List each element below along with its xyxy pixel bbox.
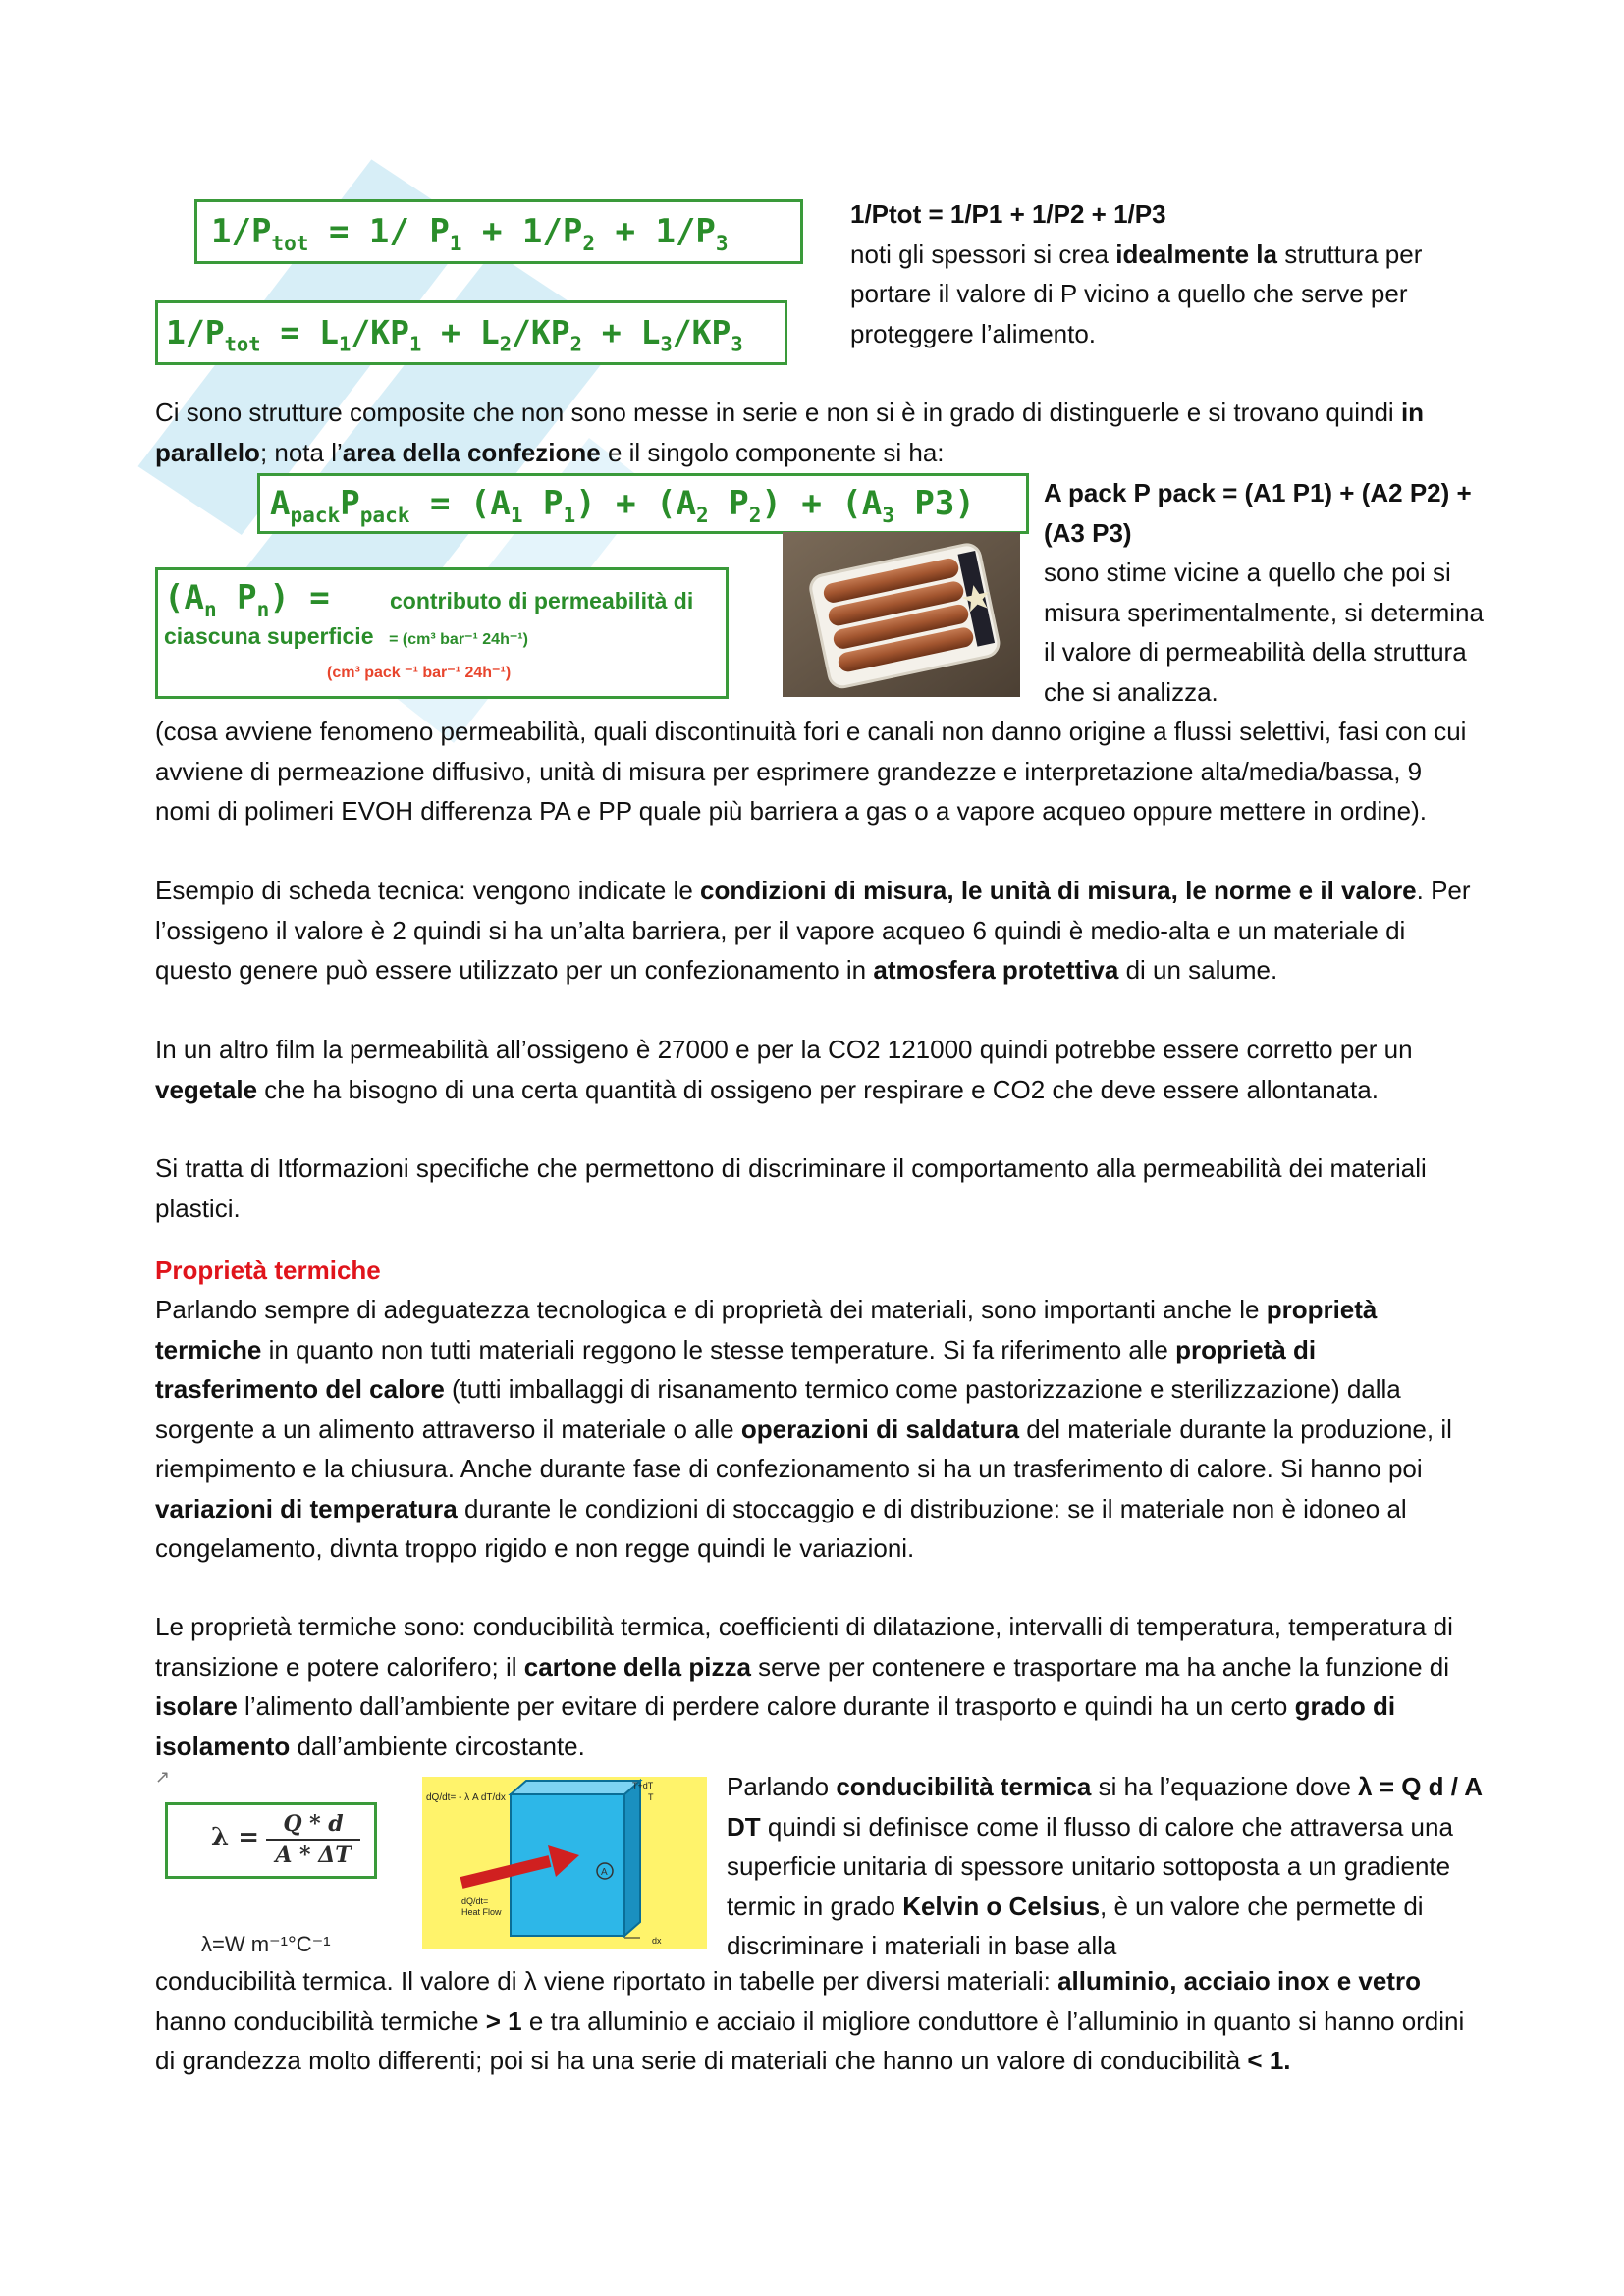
paragraph-parallel: Ci sono strutture composite che non sono messe in serie e non si è in grado di distinguerle e si trovano quindi in parallelo; nota l’area della confezione e il singolo componente si ha: (155, 398, 1425, 467)
formula-text: P (340, 484, 360, 523)
side-note-title: A pack P pack = (A1 P1) + (A2 P2) + (A3 P3) (1044, 478, 1472, 548)
formula-sub: 3 (715, 230, 729, 255)
paragraph-conductivity-values: conducibilità termica. Il valore di λ viene riportato in tabelle per diversi materiali: alluminio, acciaio inox e vetro hanno conducibilità termiche > 1 e tra alluminio e acciaio il migliore conduttore è l’alluminio in quanto si hanno ordini di grandezza molto differenti; poi si ha una serie di materiali che hanno un valore di conducibilità < 1. (155, 1966, 1465, 2075)
formula-sub: 2 (748, 502, 762, 527)
formula-text: + L (581, 313, 661, 351)
formula-parallel-box (257, 473, 1029, 534)
formula-text: + L (421, 313, 500, 351)
formula-text: ) + (A (575, 484, 697, 523)
heat-eq-label: dQ/dt= - λ A dT/dx (426, 1792, 506, 1803)
formula-text: (A (164, 578, 204, 617)
formula-text: ) = (269, 578, 330, 617)
formula-text: = 1/ P (308, 212, 450, 251)
formula-text: P (522, 484, 564, 523)
formula-series-box (194, 199, 803, 264)
formula-thickness-box (155, 300, 787, 365)
formula-sub: 2 (499, 332, 513, 356)
paragraph-other-film: In un altro film la permeabilità all’ossigeno è 27000 e per la CO2 121000 quindi potrebbe essere corretto per un vegetale che ha bisogno di una certa quantità di ossigeno per respirare e CO2 che deve essere allontanata. (155, 1035, 1413, 1104)
formula-sub: 1 (563, 502, 576, 527)
formula-sub: 1 (510, 502, 523, 527)
side-note-body: sono stime vicine a quello che poi si misura sperimentalmente, si determina il valore di permeabilità della struttura che si analizza. (1044, 558, 1484, 707)
formula-text: /KP (672, 313, 731, 351)
section-heading: Proprietà termiche (155, 1255, 381, 1285)
formula-sub: tot (224, 332, 261, 356)
cursor-mark-icon: ↗ (155, 1767, 171, 1787)
formula-text: 1/P (211, 212, 272, 251)
formula-sub: pack (359, 502, 410, 527)
formula-sub: 3 (731, 332, 743, 356)
side-note-title: 1/Ptot = 1/P1 + 1/P2 + 1/P3 (850, 199, 1166, 229)
formula-text: + 1/P (595, 212, 716, 251)
formula-sub: n (256, 596, 270, 621)
formula-text: = (A (409, 484, 511, 523)
formula-label: ciascuna superficie (164, 623, 374, 649)
formula-text: /KP (512, 313, 570, 351)
paragraph-conductivity: Parlando conducibilità termica si ha l’equazione dove λ = Q d / A DT quindi si definisce come il flusso di calore che attraversa una superficie unitaria di spessore unitario sottoposta a un gradiente termic in grado Kelvin o Celsius, è un valore che permette di discriminare i materiali in base alla (727, 1772, 1483, 1960)
lambda-numerator: Q * d (283, 1811, 344, 1837)
sausage-package-photo (783, 532, 1020, 697)
area-label: A (601, 1867, 608, 1878)
formula-text: ) + (A (761, 484, 883, 523)
lambda-lhs: λ = (211, 1823, 260, 1852)
lambda-formula-box (165, 1802, 377, 1879)
formula-contribution-box (155, 567, 729, 699)
formula-sub: 1 (339, 332, 352, 356)
dx-label: dx (652, 1936, 662, 1946)
heat-flow-eq-label: dQ/dt= (461, 1896, 489, 1906)
paragraph-thermal-intro: Parlando sempre di adeguatezza tecnologica e di proprietà dei materiali, sono importanti anche le proprietà termiche in quanto non tutti materiali reggono le stesse temperature. Si fa riferimento alle proprietà di trasferimento del calore (tutti imballaggi di risanamento termico come pastorizzazione e sterilizzazione) dalla sorgente a un alimento attraverso il materiale o alle operazioni di saldatura del materiale durante la produzione, il riempimento e la chiusura. Anche durante fase di confezionamento si ha un trasferimento di calore. Si hanno poi variazioni di temperatura durante le condizioni di stoccaggio e di distribuzione: se il materiale non è idoneo al congelamento, divnta troppo rigido e non regge quindi le variazioni. (155, 1295, 1452, 1563)
formula-sub: 1 (408, 332, 422, 356)
formula-sub: 2 (569, 332, 582, 356)
formula-text: /KP (351, 313, 409, 351)
side-note-body: noti gli spessori si crea idealmente la struttura per portare il valore di P vicino a quello che serve per proteggere l’alimento. (850, 239, 1423, 348)
side-note-parallel (1044, 473, 1495, 712)
formula-label: contributo di permeabilità di (390, 588, 694, 614)
formula-sub: 2 (582, 230, 596, 255)
formula-unit-red: (cm³ pack ⁻¹ bar⁻¹ 24h⁻¹) (327, 665, 512, 681)
formula-text: = L (260, 313, 340, 351)
paragraph-thermal-properties: Le proprietà termiche sono: conducibilità termica, coefficienti di dilatazione, intervalli di temperatura, temperatura di transizione e potere calorifero; il cartone della pizza serve per contenere e trasportare ma ha anche la funzione di isolare l’alimento dall’ambiente per evitare di perdere calore durante il trasporto e quindi ha un certo grado di isolamento dall’ambiente circostante. (155, 1612, 1453, 1761)
formula-text: + 1/P (461, 212, 583, 251)
formula-text: 1/P (166, 313, 225, 351)
heat-flow-label: Heat Flow (461, 1907, 502, 1917)
lambda-unit: λ=W m⁻¹°C⁻¹ (201, 1932, 331, 1956)
paragraph-technical-sheet: Esempio di scheda tecnica: vengono indicate le condizioni di misura, le unità di misura, le norme e il valore. Per l’ossigeno il valore è 2 quindi si ha un’alta barriera, per il vapore acqueo 6 quindi è medio-alta e un materiale di questo genere può essere utilizzato per un confezionamento in atmosfera protettiva di un salume. (155, 876, 1471, 985)
formula-text: P3) (893, 484, 975, 523)
paragraph-summary: Si tratta di Itformazioni specifiche che permettono di discriminare il comportamento alla permeabilità dei materiali plastici. (155, 1153, 1427, 1223)
lambda-denominator: A * ΔT (275, 1842, 352, 1868)
formula-sub: n (203, 596, 217, 621)
formula-sub: 3 (660, 332, 673, 356)
heat-flow-diagram (422, 1777, 707, 1949)
formula-text: P (216, 578, 257, 617)
formula-sub: 1 (449, 230, 462, 255)
formula-text: A (270, 484, 291, 523)
formula-unit: = (cm³ bar⁻¹ 24h⁻¹) (389, 631, 528, 648)
formula-sub: 3 (882, 502, 894, 527)
formula-sub: tot (271, 230, 309, 255)
formula-sub: pack (290, 502, 341, 527)
temp-high-label: T+dT (632, 1781, 654, 1790)
formula-sub: 2 (696, 502, 709, 527)
temp-label: T (648, 1792, 654, 1802)
paragraph-notes: (cosa avviene fenomeno permeabilità, quali discontinuità fori e canali non danno origine a flussi selettivi, fasi con cui avviene di permeazione diffusivo, unità di misura per esprimere grandezze e interpretazione alta/media/bassa, 9 nomi di polimeri EVOH differenza PA e PP quale più barriera a gas o a vapore acqueo oppure mettere in ordine). (155, 717, 1467, 826)
formula-text: P (708, 484, 749, 523)
side-note-series (850, 194, 1489, 353)
